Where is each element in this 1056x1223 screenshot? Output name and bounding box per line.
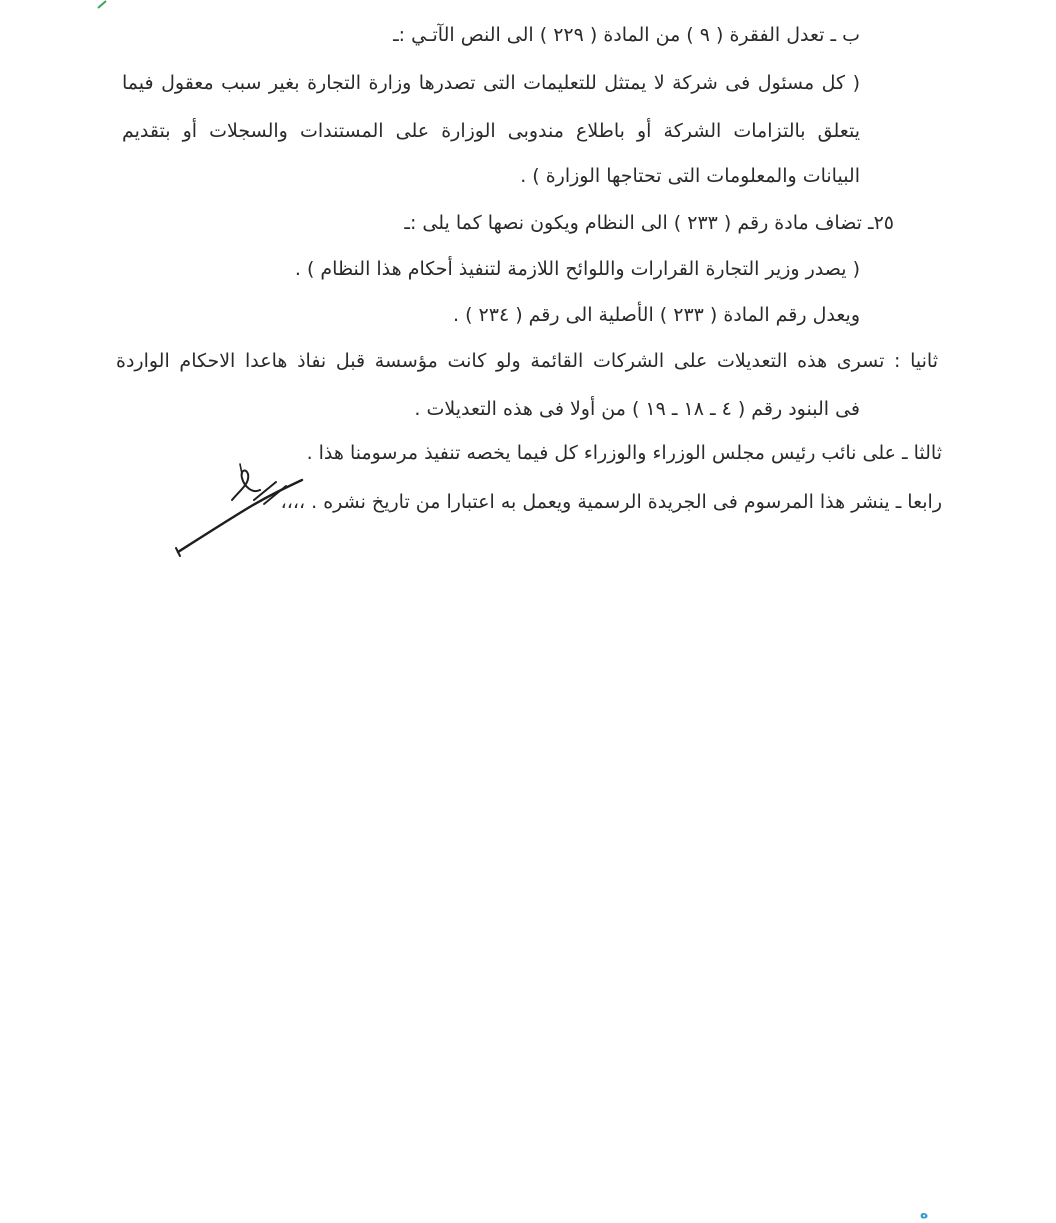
article-233-text: ( يصدر وزير التجارة القرارات واللوائح اللازمة لتنفيذ أحكام هذا النظام ) .: [294, 258, 860, 280]
renumber-line: ويعدل رقم المادة ( ٢٣٣ ) الأصلية الى رقم ( ٢٣٤ ) .: [453, 304, 860, 326]
corner-mark: [96, 0, 110, 10]
third-clause-line: ثالثا ـ على نائب رئيس مجلس الوزراء والوزراء كل فيما يخصه تنفيذ مرسومنا هذا .: [306, 442, 942, 464]
handwritten-signature: [170, 460, 310, 560]
paragraph-line-4: البيانات والمعلومات التى تحتاجها الوزارة ) .: [520, 165, 860, 187]
article-25-line: ٢٥ـ تضاف مادة رقم ( ٢٣٣ ) الى النظام ويكون نصها كما يلى :ـ: [404, 212, 894, 234]
page-number: ه: [920, 1206, 929, 1222]
fourth-clause-line: رابعا ـ ينشر هذا المرسوم فى الجريدة الرسمية ويعمل به اعتبارا من تاريخ نشره . ،،،،: [280, 491, 942, 513]
second-clause-line-1: ثانيا : تسرى هذه التعديلات على الشركات القائمة ولو كانت مؤسسة قبل نفاذ هاعدا الاحكام الواردة: [116, 350, 938, 372]
paragraph-line-1: ب ـ تعدل الفقرة ( ٩ ) من المادة ( ٢٢٩ ) الى النص الآتـي :ـ: [393, 24, 860, 46]
paragraph-line-3: يتعلق بالتزامات الشركة أو باطلاع مندوبى الوزارة على المستندات والسجلات أو بتقديم: [122, 120, 860, 142]
second-clause-line-2: فى البنود رقم ( ٤ ـ ١٨ ـ ١٩ ) من أولا فى هذه التعديلات .: [414, 398, 860, 420]
paragraph-line-2: ( كل مسئول فى شركة لا يمتثل للتعليمات التى تصدرها وزارة التجارة بغير سبب معقول فيما: [122, 72, 860, 94]
